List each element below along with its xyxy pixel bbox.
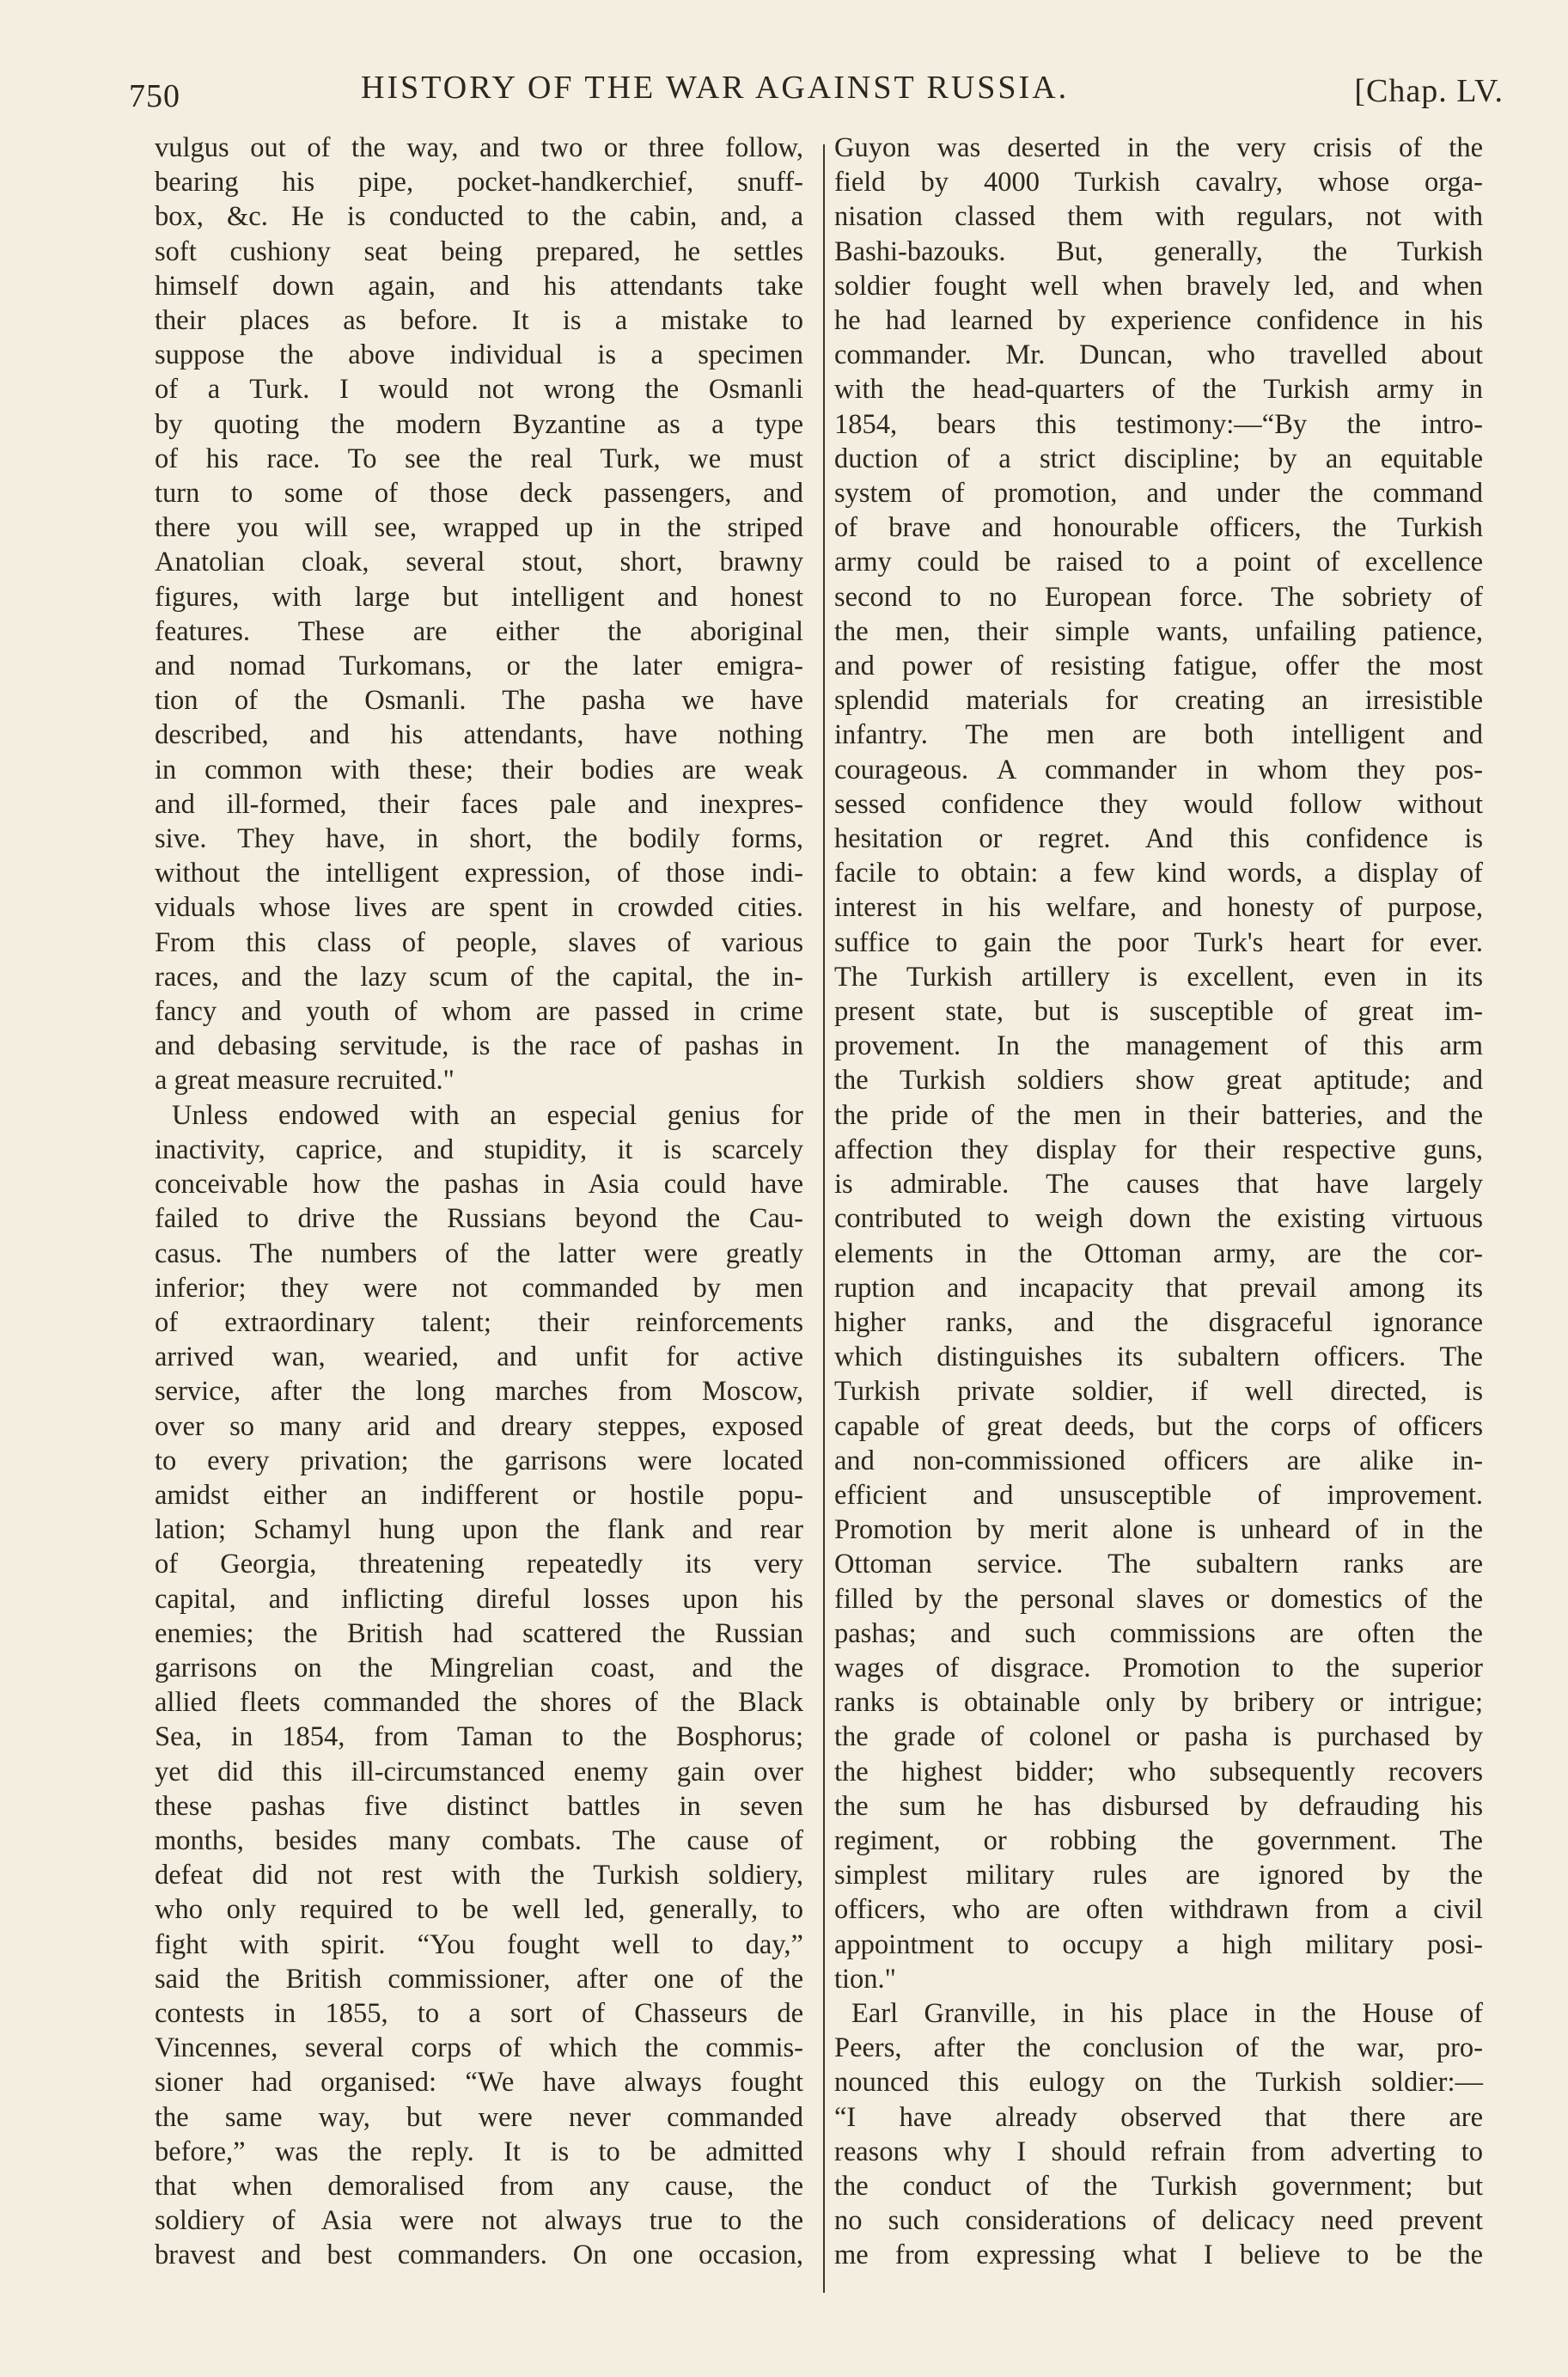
text-line: figures, with large but intelligent and honest — [155, 581, 803, 613]
text-line: that when demoralised from any cause, the — [155, 2170, 803, 2202]
text-line: these pashas five distinct battles in seven — [155, 1790, 803, 1822]
text-line: Unless endowed with an especial genius for — [172, 1099, 803, 1131]
text-line: system of promotion, and under the command — [834, 478, 1483, 510]
text-line: allied fleets commanded the shores of the Black — [155, 1687, 803, 1719]
text-line: and nomad Turkomans, or the later emigra- — [155, 651, 803, 682]
page-number: 750 — [129, 78, 180, 114]
text-line: and debasing servitude, is the race of pashas in — [155, 1030, 803, 1062]
text-line: fight with spirit. “You fought well to day,” — [155, 1928, 803, 1960]
chapter-marker: [Chap. LV. — [1354, 73, 1504, 109]
text-line: which distinguishes its subaltern officers. The — [834, 1341, 1483, 1373]
text-line: bearing his pipe, pocket-handkerchief, snuff- — [155, 167, 803, 199]
text-line: box, &c. He is conducted to the cabin, and, a — [155, 201, 803, 233]
text-line: the men, their simple wants, unfailing patience, — [834, 615, 1483, 647]
text-line: enemies; the British had scattered the Russian — [155, 1617, 803, 1649]
text-line: me from expressing what I believe to be the — [834, 2240, 1483, 2271]
text-line: of Georgia, threatening repeatedly its very — [155, 1549, 803, 1580]
text-line: a great measure recruited." — [155, 1065, 455, 1097]
text-line: courageous. A commander in whom they pos- — [834, 754, 1483, 785]
text-line: army could be raised to a point of excellence — [834, 547, 1483, 578]
text-line: described, and his attendants, have nothing — [155, 719, 803, 751]
text-line: nounced this eulogy on the Turkish soldier:— — [834, 2067, 1483, 2099]
right-text-column — [834, 131, 1483, 2273]
text-line: defeat did not rest with the Turkish soldiery, — [155, 1860, 803, 1891]
text-line: of a Turk. I would not wrong the Osmanli — [155, 374, 803, 406]
text-line: present state, but is susceptible of great im- — [834, 996, 1483, 1028]
text-line: Peers, after the conclusion of the war, pro- — [834, 2032, 1483, 2064]
text-line: of his race. To see the real Turk, we must — [155, 443, 803, 474]
text-line: contributed to weigh down the existing virtuous — [834, 1203, 1483, 1235]
text-line: Earl Granville, in his place in the House of — [851, 1997, 1483, 2029]
text-line: the sum he has disbursed by defrauding his — [834, 1790, 1483, 1822]
text-line: months, besides many combats. The cause of — [155, 1824, 803, 1856]
text-line: over so many arid and dreary steppes, exposed — [155, 1410, 803, 1442]
text-line: Sea, in 1854, from Taman to the Bosphorus; — [155, 1721, 803, 1753]
text-line: who only required to be well led, generally, to — [155, 1894, 803, 1926]
text-line: and power of resisting fatigue, offer the most — [834, 651, 1483, 682]
text-line: garrisons on the Mingrelian coast, and the — [155, 1652, 803, 1683]
text-line: the highest bidder; who subsequently recovers — [834, 1756, 1483, 1787]
text-line: soldier fought well when bravely led, and when — [834, 270, 1483, 302]
text-line: there you will see, wrapped up in the striped — [155, 512, 803, 544]
text-line: Vincennes, several corps of which the commis- — [155, 2032, 803, 2064]
text-line: inferior; they were not commanded by men — [155, 1272, 803, 1304]
text-line: 1854, bears this testimony:—“By the intro- — [834, 408, 1483, 440]
text-line: officers, who are often withdrawn from a civil — [834, 1894, 1483, 1926]
text-line: service, after the long marches from Moscow, — [155, 1376, 803, 1408]
text-line: filled by the personal slaves or domestics of the — [834, 1583, 1483, 1615]
text-line: wages of disgrace. Promotion to the superior — [834, 1652, 1483, 1683]
text-line: sessed confidence they would follow without — [834, 788, 1483, 820]
text-line: hesitation or regret. And this confidence is — [834, 823, 1483, 855]
text-line: lation; Schamyl hung upon the flank and rear — [155, 1514, 803, 1546]
text-line: tion." — [834, 1963, 896, 1995]
text-line: From this class of people, slaves of various — [155, 926, 803, 958]
text-line: himself down again, and his attendants take — [155, 270, 803, 302]
text-line: their places as before. It is a mistake to — [155, 305, 803, 337]
text-line: yet did this ill-circumstanced enemy gain over — [155, 1756, 803, 1787]
text-line: inactivity, caprice, and stupidity, it is scarcely — [155, 1134, 803, 1165]
text-line: by quoting the modern Byzantine as a type — [155, 408, 803, 440]
text-line: viduals whose lives are spent in crowded cities. — [155, 892, 803, 924]
text-line: capable of great deeds, but the corps of officers — [834, 1410, 1483, 1442]
text-line: and ill-formed, their faces pale and inexpres- — [155, 788, 803, 820]
text-line: is admirable. The causes that have largely — [834, 1169, 1483, 1201]
text-line: splendid materials for creating an irresistible — [834, 685, 1483, 717]
text-line: Bashi-bazouks. But, generally, the Turkish — [834, 235, 1483, 267]
text-line: ruption and incapacity that prevail among its — [834, 1272, 1483, 1304]
text-line: the Turkish soldiers show great aptitude; and — [834, 1065, 1483, 1097]
text-line: of extraordinary talent; their reinforcements — [155, 1306, 803, 1338]
text-line: features. These are either the aboriginal — [155, 615, 803, 647]
text-line: capital, and inflicting direful losses upon his — [155, 1583, 803, 1615]
text-line: with the head-quarters of the Turkish army in — [834, 374, 1483, 406]
text-line: casus. The numbers of the latter were greatly — [155, 1237, 803, 1269]
text-line: The Turkish artillery is excellent, even in its — [834, 961, 1483, 993]
text-line: Guyon was deserted in the very crisis of the — [834, 132, 1483, 163]
text-line: infantry. The men are both intelligent and — [834, 719, 1483, 751]
text-line: races, and the lazy scum of the capital, the in- — [155, 961, 803, 993]
text-line: and non-commissioned officers are alike in- — [834, 1445, 1483, 1476]
text-line: said the British commissioner, after one of the — [155, 1963, 803, 1995]
text-line: the grade of colonel or pasha is purchased by — [834, 1721, 1483, 1753]
text-line: efficient and unsusceptible of improvement. — [834, 1479, 1483, 1511]
text-line: vulgus out of the way, and two or three follow, — [155, 132, 803, 163]
text-line: provement. In the management of this arm — [834, 1030, 1483, 1062]
text-line: pashas; and such commissions are often the — [834, 1617, 1483, 1649]
text-line: the pride of the men in their batteries, and the — [834, 1099, 1483, 1131]
left-text-column — [155, 131, 803, 2273]
text-line: before,” was the reply. It is to be admitted — [155, 2136, 803, 2167]
text-line: Ottoman service. The subaltern ranks are — [834, 1549, 1483, 1580]
text-line: nisation classed them with regulars, not with — [834, 201, 1483, 233]
text-line: affection they display for their respective guns, — [834, 1134, 1483, 1165]
text-line: conceivable how the pashas in Asia could have — [155, 1169, 803, 1201]
text-line: Turkish private soldier, if well directed, is — [834, 1376, 1483, 1408]
text-line: sive. They have, in short, the bodily forms, — [155, 823, 803, 855]
text-line: Anatolian cloak, several stout, short, brawny — [155, 547, 803, 578]
text-line: suffice to gain the poor Turk's heart for ever. — [834, 926, 1483, 958]
column-divider — [823, 144, 825, 2293]
text-line: he had learned by experience confidence in his — [834, 305, 1483, 337]
text-line: without the intelligent expression, of those indi- — [155, 858, 803, 889]
text-line: reasons why I should refrain from adverting to — [834, 2136, 1483, 2167]
text-line: soft cushiony seat being prepared, he settles — [155, 235, 803, 267]
running-header — [129, 64, 1521, 115]
text-line: soldiery of Asia were not always true to the — [155, 2205, 803, 2237]
text-line: second to no European force. The sobriety of — [834, 581, 1483, 613]
text-line: tion of the Osmanli. The pasha we have — [155, 685, 803, 717]
text-line: field by 4000 Turkish cavalry, whose orga- — [834, 167, 1483, 199]
text-line: duction of a strict discipline; by an equitable — [834, 443, 1483, 474]
text-line: ranks is obtainable only by bribery or intrigue; — [834, 1687, 1483, 1719]
text-line: bravest and best commanders. On one occasion, — [155, 2240, 803, 2271]
text-line: the same way, but were never commanded — [155, 2101, 803, 2133]
text-line: “I have already observed that there are — [834, 2101, 1483, 2133]
text-line: suppose the above individual is a specimen — [155, 339, 803, 371]
text-line: Promotion by merit alone is unheard of in the — [834, 1514, 1483, 1546]
text-line: arrived wan, wearied, and unfit for active — [155, 1341, 803, 1373]
running-title: HISTORY OF THE WAR AGAINST RUSSIA. — [361, 70, 1070, 106]
text-line: contests in 1855, to a sort of Chasseurs de — [155, 1997, 803, 2029]
text-line: amidst either an indifferent or hostile popu- — [155, 1479, 803, 1511]
text-line: no such considerations of delicacy need prevent — [834, 2205, 1483, 2237]
text-line: sioner had organised: “We have always fought — [155, 2067, 803, 2099]
text-line: failed to drive the Russians beyond the Cau- — [155, 1203, 803, 1235]
text-line: interest in his welfare, and honesty of purpose, — [834, 892, 1483, 924]
text-line: elements in the Ottoman army, are the cor- — [834, 1237, 1483, 1269]
text-line: to every privation; the garrisons were located — [155, 1445, 803, 1476]
text-line: higher ranks, and the disgraceful ignorance — [834, 1306, 1483, 1338]
text-line: the conduct of the Turkish government; but — [834, 2170, 1483, 2202]
text-line: fancy and youth of whom are passed in crime — [155, 996, 803, 1028]
text-line: turn to some of those deck passengers, and — [155, 478, 803, 510]
text-line: of brave and honourable officers, the Turkish — [834, 512, 1483, 544]
text-line: simplest military rules are ignored by the — [834, 1860, 1483, 1891]
text-line: in common with these; their bodies are weak — [155, 754, 803, 785]
text-line: regiment, or robbing the government. The — [834, 1824, 1483, 1856]
text-line: appointment to occupy a high military posi- — [834, 1928, 1483, 1960]
text-line: commander. Mr. Duncan, who travelled about — [834, 339, 1483, 371]
text-line: facile to obtain: a few kind words, a display of — [834, 858, 1483, 889]
